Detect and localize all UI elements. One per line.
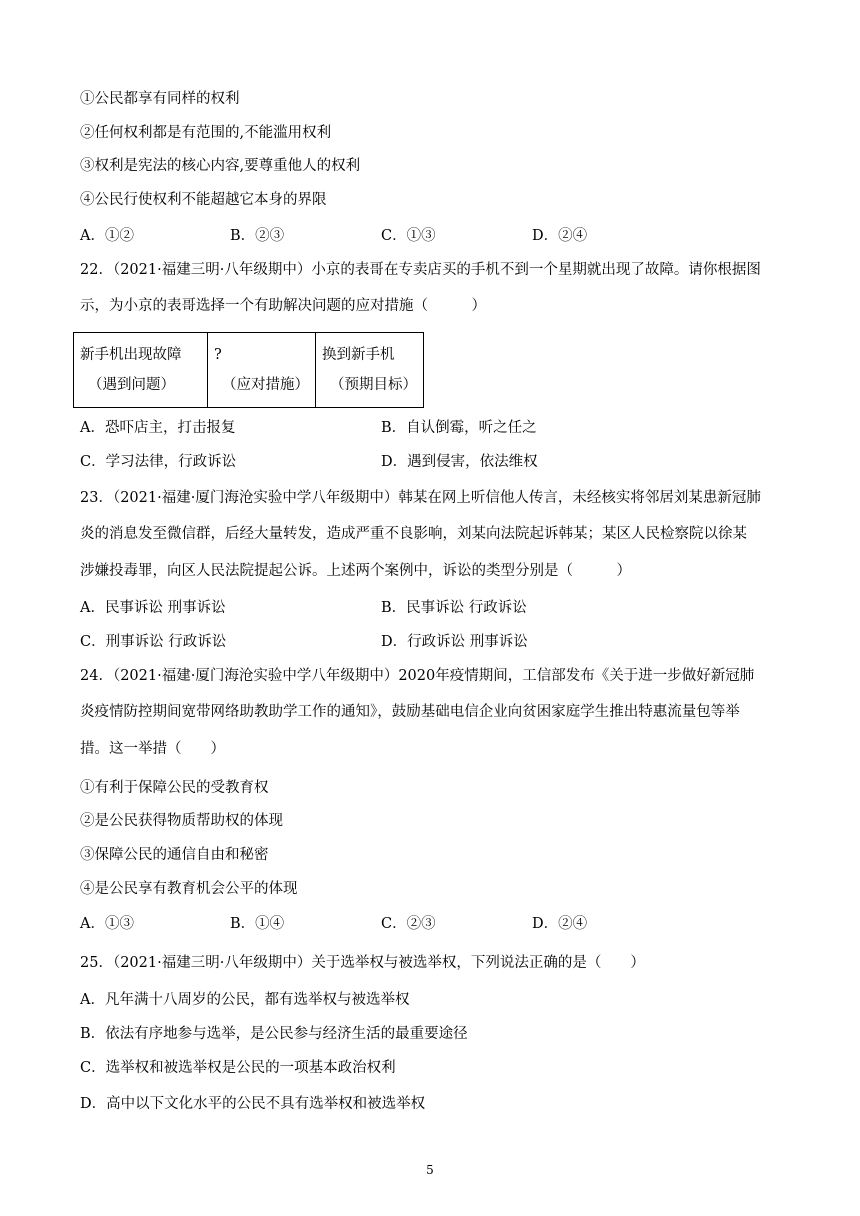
q22-option-c: C．学习法律，行政诉讼 — [80, 454, 237, 470]
q23-option-d: D．行政诉讼 刑事诉讼 — [381, 634, 528, 650]
q23-option-a: A．民事诉讼 刑事诉讼 — [80, 600, 226, 616]
q22-cell-measure-top: ? — [214, 347, 222, 363]
q22-cell-measure-bottom: （应对措施） — [222, 377, 309, 393]
carryover-item-3: ③权利是宪法的核心内容,要尊重他人的权利 — [80, 158, 361, 174]
q24-stem-line-2: 炎疫情防控期间宽带网络助教助学工作的通知》，鼓励基础电信企业向贫困家庭学生推出特惠流量包等举 — [80, 704, 740, 720]
q24-stem-line-3: 措。这一举措（ ） — [80, 741, 225, 757]
carryover-item-2: ②任何权利都是有范围的,不能滥用权利 — [80, 125, 332, 141]
q22-cell-problem — [74, 333, 208, 408]
q25-stem: 25．（2021·福建三明·八年级期中）关于选举权与被选举权，下列说法正确的是（ ） — [80, 955, 645, 971]
q24-item-4: ④是公民享有教育机会公平的体现 — [80, 881, 298, 897]
q24-item-1: ①有利于保障公民的受教育权 — [80, 780, 269, 796]
q22-cell-goal-bottom: （预期目标） — [330, 377, 417, 393]
page-number: 5 — [426, 1163, 434, 1177]
q22-option-a: A．恐吓店主，打击报复 — [80, 420, 236, 436]
q25-option-d: D．高中以下文化水平的公民不具有选举权和被选举权 — [80, 1096, 426, 1112]
q24-option-a: A．①③ — [80, 916, 134, 932]
q22-stem-line-2: 示，为小京的表哥选择一个有助解决问题的应对措施（ ） — [80, 298, 486, 314]
carryover-option-b: B．②③ — [230, 228, 285, 244]
q22-stem-line-1: 22．（2021·福建三明·八年级期中）小京的表哥在专卖店买的手机不到一个星期就出现了故障。请你根据图 — [80, 262, 761, 278]
q22-flow-table — [73, 332, 424, 408]
q24-item-2: ②是公民获得物质帮助权的体现 — [80, 813, 283, 829]
q23-option-c: C．刑事诉讼 行政诉讼 — [80, 634, 227, 650]
q23-stem-line-1: 23．（2021·福建·厦门海沧实验中学八年级期中）韩某在网上听信他人传言，未经核实将邻居刘某患新冠肺 — [80, 490, 761, 506]
q24-item-3: ③保障公民的通信自由和秘密 — [80, 847, 269, 863]
q24-stem-line-1: 24．（2021·福建·厦门海沧实验中学八年级期中）2020年疫情期间，工信部发布《关于进一步做好新冠肺 — [80, 668, 755, 684]
q23-option-b: B．民事诉讼 行政诉讼 — [381, 600, 527, 616]
q24-option-c: C．②③ — [381, 916, 436, 932]
q22-cell-goal — [316, 333, 424, 408]
carryover-option-d: D．②④ — [532, 228, 588, 244]
q23-stem-line-3: 涉嫌投毒罪，向区人民法院提起公诉。上述两个案例中，诉讼的类型分别是（ ） — [80, 563, 631, 579]
q22-cell-goal-top: 换到新手机 — [322, 347, 395, 363]
q25-option-c: C．选举权和被选举权是公民的一项基本政治权利 — [80, 1060, 396, 1076]
q23-stem-line-2: 炎的消息发至微信群，后经大量转发，造成严重不良影响，刘某向法院起诉韩某；某区人民检察院以徐某 — [80, 526, 747, 542]
q22-option-d: D．遇到侵害，依法维权 — [381, 454, 538, 470]
carryover-option-a: A．①② — [80, 228, 134, 244]
q24-option-b: B．①④ — [230, 916, 285, 932]
q22-cell-problem-bottom: （遇到问题） — [88, 377, 175, 393]
q25-option-b: B．依法有序地参与选举，是公民参与经济生活的最重要途径 — [80, 1026, 468, 1042]
q24-option-d: D．②④ — [532, 916, 588, 932]
carryover-option-c: C．①③ — [381, 228, 436, 244]
carryover-item-4: ④公民行使权利不能超越它本身的界限 — [80, 192, 327, 208]
carryover-item-1: ①公民都享有同样的权利 — [80, 91, 240, 107]
q22-option-b: B．自认倒霉，听之任之 — [381, 420, 537, 436]
q22-cell-problem-top: 新手机出现故障 — [80, 347, 182, 363]
q22-cell-measure — [208, 333, 316, 408]
q25-option-a: A．凡年满十八周岁的公民，都有选举权与被选举权 — [80, 992, 410, 1008]
